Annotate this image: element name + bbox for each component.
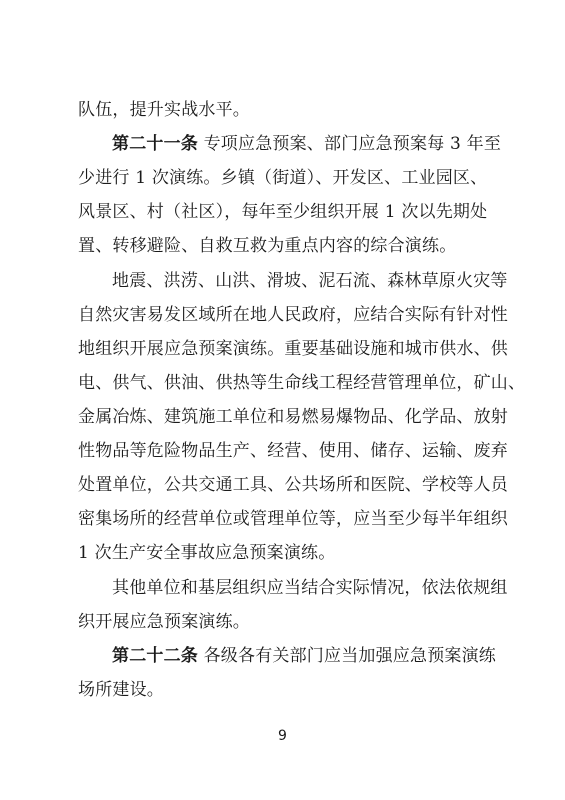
text-line: 织开展应急预案演练。	[78, 612, 250, 632]
text-line: 金属冶炼、建筑施工单位和易燃易爆物品、化学品、放射	[78, 407, 508, 427]
text-line: 风景区、村（社区），每年至少组织开展 1 次以先期处	[78, 202, 488, 222]
article-21-heading: 第二十一条	[112, 134, 198, 154]
article-22-first-line	[112, 645, 496, 667]
text-line: 电、供气、供油、供热等生命线工程经营管理单位，矿山、	[78, 373, 526, 393]
text-line: 少进行 1 次演练。乡镇（街道）、开发区、工业园区、	[78, 168, 488, 188]
page-number: 9	[278, 728, 287, 744]
text-line: 处置单位，公共交通工具、公共场所和医院、学校等人员	[78, 475, 508, 495]
text-line: 自然灾害易发区域所在地人民政府，应结合实际有针对性	[78, 305, 508, 325]
article-21-text: 专项应急预案、部门应急预案每 3 年至	[198, 134, 502, 154]
text-line: 置、转移避险、自救互救为重点内容的综合演练。	[78, 236, 457, 256]
text-line: 其他单位和基层组织应当结合实际情况，依法依规组	[112, 578, 508, 598]
text-line: 1 次生产安全事故应急预案演练。	[78, 543, 336, 563]
text-line: 性物品等危险物品生产、经营、使用、储存、运输、废弃	[78, 441, 508, 461]
text-line: 地震、洪涝、山洪、滑坡、泥石流、森林草原火灾等	[112, 271, 508, 291]
text-line: 队伍，提升实战水平。	[78, 100, 250, 120]
article-22-heading: 第二十二条	[112, 646, 198, 666]
article-22-text: 各级各有关部门应当加强应急预案演练	[198, 646, 497, 666]
article-21-first-line	[112, 133, 501, 155]
text-line: 场所建设。	[78, 680, 164, 700]
text-line: 地组织开展应急预案演练。重要基础设施和城市供水、供	[78, 339, 508, 359]
text-line: 密集场所的经营单位或管理单位等，应当至少每半年组织	[78, 509, 508, 529]
